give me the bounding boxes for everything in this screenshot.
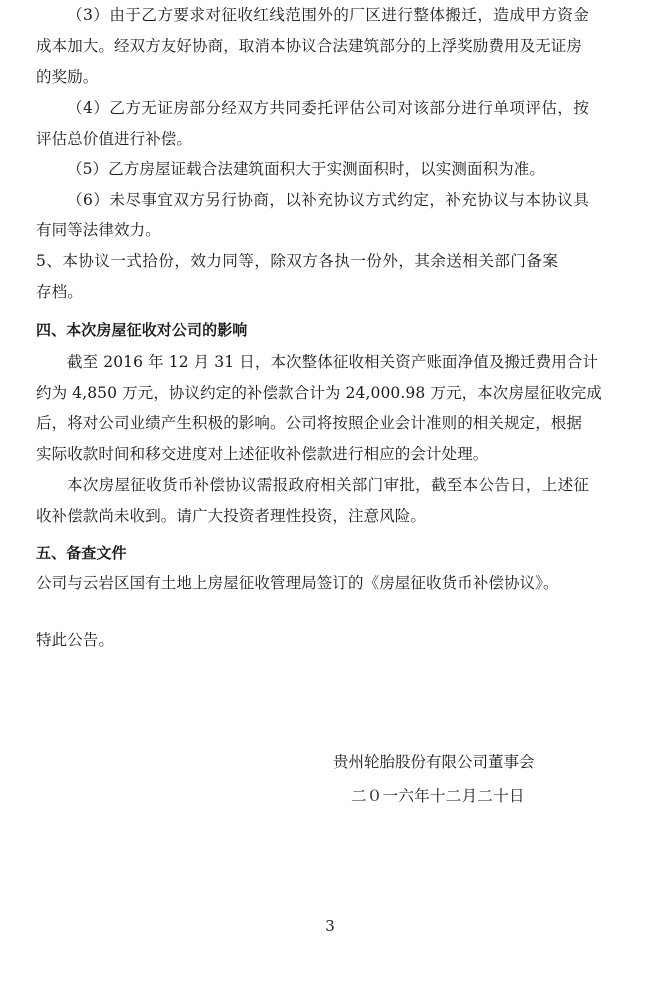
clause-5-line-1: 5、本协议一式拾份，效力同等，除双方各执一份外，其余送相关部门备案 (36, 252, 558, 270)
item-3-line-3: 的奖励。 (36, 68, 99, 86)
section-4-para-1-line-2: 约为 4,850 万元，协议约定的补偿款合计为 24,000.98 万元，本次房屋征收完成 (36, 384, 602, 402)
item-5-line-1: （5）乙方房屋证载合法建筑面积大于实测面积时，以实测面积为准。 (67, 160, 545, 178)
section-5-text: 公司与云岩区国有土地上房屋征收管理局签订的《房屋征收货币补偿协议》。 (36, 574, 559, 592)
signature-org: 贵州轮胎股份有限公司董事会 (333, 753, 535, 771)
closing-text: 特此公告。 (36, 631, 115, 649)
item-3-line-1: （3）由于乙方要求对征收红线范围外的厂区进行整体搬迁，造成甲方资金 (67, 6, 589, 24)
section-5-heading: 五、备查文件 (36, 544, 127, 562)
item-6-line-1: （6）未尽事宜双方另行协商，以补充协议方式约定，补充协议与本协议具 (67, 191, 589, 209)
signature-date: 二０一六年十二月二十日 (351, 787, 525, 805)
section-4-para-2-line-2: 收补偿款尚未收到。请广大投资者理性投资，注意风险。 (36, 507, 427, 525)
section-4-para-1-line-4: 实际收款时间和移交进度对上述征收补偿款进行相应的会计处理。 (36, 445, 489, 463)
page-number: 3 (325, 917, 335, 935)
section-4-para-1-line-3: 后，将对公司业绩产生积极的影响。公司将按照企业会计准则的相关规定，根据 (36, 414, 583, 432)
section-4-heading: 四、本次房屋征收对公司的影响 (36, 321, 248, 339)
item-4-line-2: 评估总价值进行补偿。 (36, 130, 193, 148)
item-3-line-2: 成本加大。经双方友好协商，取消本协议合法建筑部分的上浮奖励费用及无证房 (36, 37, 583, 55)
section-4-para-2-line-1: 本次房屋征收货币补偿协议需报政府相关部门审批，截至本公告日，上述征 (67, 476, 589, 494)
item-4-line-1: （4）乙方无证房部分经双方共同委托评估公司对该部分进行单项评估，按 (67, 99, 589, 117)
clause-5-line-2: 存档。 (36, 283, 83, 301)
section-4-para-1-line-1: 截至 2016 年 12 月 31 日，本次整体征收相关资产账面净值及搬迁费用合计 (67, 353, 599, 371)
item-6-line-2: 有同等法律效力。 (36, 221, 161, 239)
